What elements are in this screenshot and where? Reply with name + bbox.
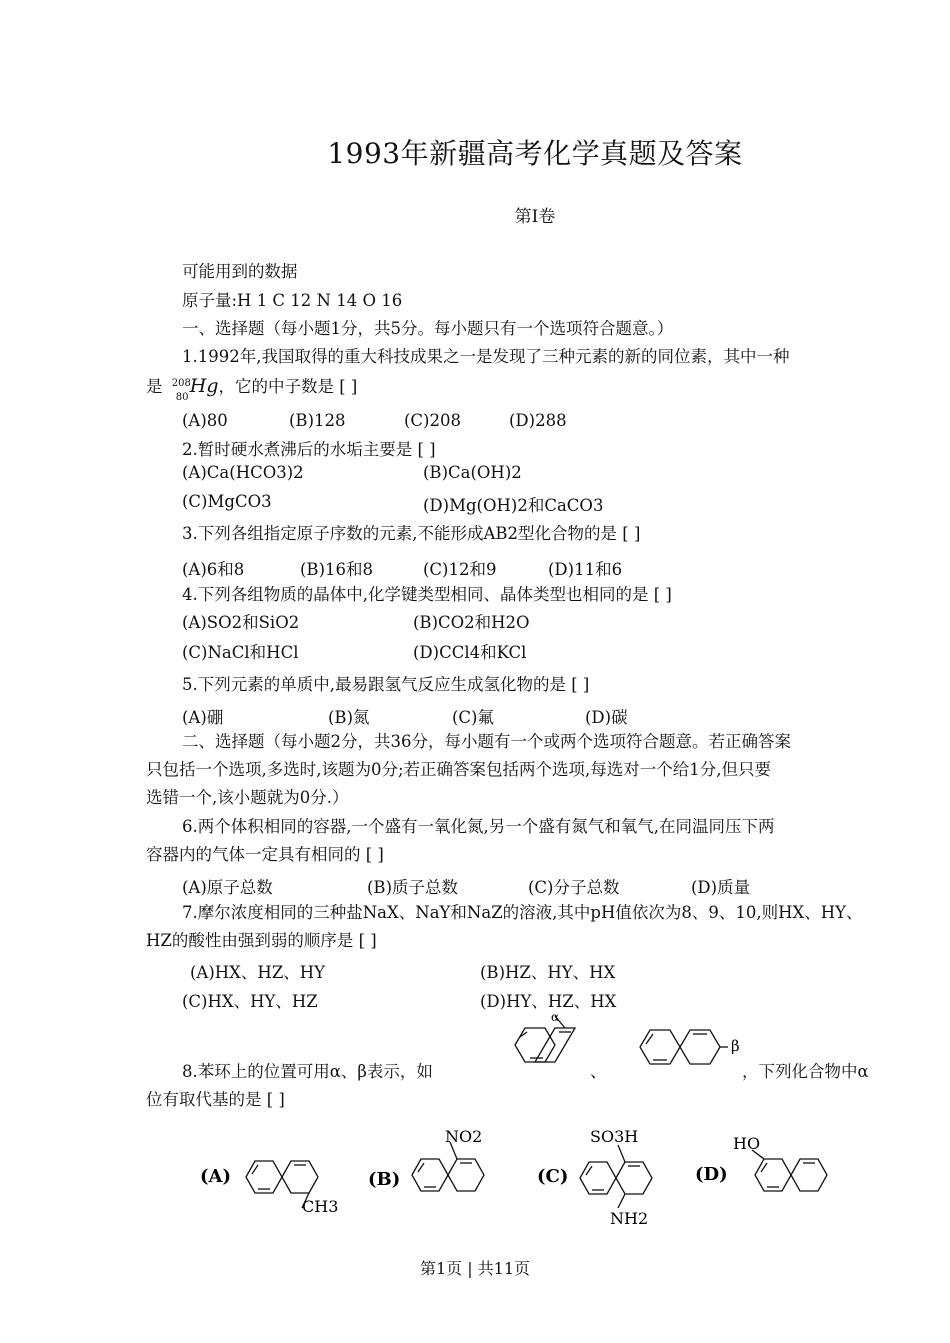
beta-label: β xyxy=(731,1037,740,1055)
q6-option-a: (A)原子总数 xyxy=(182,878,273,897)
q7-option-c: (C)HX、HY、HZ xyxy=(182,992,318,1011)
q6-text-line2: 容器内的气体一定具有相同的 [ ] xyxy=(146,845,384,864)
q1-option-c: (C)208 xyxy=(404,411,461,430)
page-title: 1993年新疆高考化学真题及答案 xyxy=(327,137,743,170)
q8-structures xyxy=(190,1120,850,1230)
q8-text-a: 8.苯环上的位置可用α、β表示，如 xyxy=(182,1062,433,1081)
q6-option-c: (C)分子总数 xyxy=(528,878,620,897)
q8-label-c: (C) xyxy=(537,1166,569,1187)
alpha-label: α xyxy=(551,1012,560,1024)
q2-option-c: (C)MgCO3 xyxy=(182,492,272,511)
q3-option-d: (D)11和6 xyxy=(548,560,623,579)
q7-text-line2: HZ的酸性由强到弱的顺序是 [ ] xyxy=(146,931,377,950)
q3-option-b: (B)16和8 xyxy=(300,560,373,579)
isotope-notation xyxy=(168,377,191,403)
naphthalene-beta-diagram xyxy=(635,1022,745,1072)
naphthalene-alpha-diagram xyxy=(495,1012,585,1077)
q2-text: 2.暂时硬水煮沸后的水垢主要是 [ ] xyxy=(182,440,436,459)
q7-option-d: (D)HY、HZ、HX xyxy=(480,992,617,1011)
page-footer: 第1页 | 共11页 xyxy=(419,1259,531,1278)
q7-text-line1: 7.摩尔浓度相同的三种盐NaX、NaY和NaZ的溶液,其中pH值依次为8、9、10,则HX、HY、 xyxy=(182,903,863,922)
q1-option-a: (A)80 xyxy=(182,411,228,430)
q4-option-d: (D)CCl4和KCl xyxy=(413,643,527,662)
q1-option-d: (D)288 xyxy=(509,411,567,430)
isotope-symbol: Hg xyxy=(189,375,219,397)
q8-label-b: (B) xyxy=(368,1169,401,1190)
substituent-no2: NO2 xyxy=(445,1127,483,1146)
q1-text-line2 xyxy=(146,375,358,403)
q6-text-line1: 6.两个体积相同的容器,一个盛有一氧化氮,另一个盛有氮气和氧气,在同温同压下两 xyxy=(182,817,775,836)
q5-option-d: (D)碳 xyxy=(585,708,628,727)
structure-c xyxy=(580,1145,652,1208)
q2-option-a: (A)Ca(HCO3)2 xyxy=(182,463,304,482)
q4-text: 4.下列各组物质的晶体中,化学键类型相同、晶体类型也相同的是 [ ] xyxy=(182,585,672,604)
isotope-atomic: 80 xyxy=(175,391,189,403)
substituent-ho: HO xyxy=(733,1134,761,1153)
substituent-ch3: CH3 xyxy=(302,1197,339,1216)
q4-option-a: (A)SO2和SiO2 xyxy=(182,613,300,632)
q6-option-b: (B)质子总数 xyxy=(367,878,458,897)
structure-b xyxy=(412,1142,484,1191)
structure-d xyxy=(752,1150,827,1191)
q1-option-b: (B)128 xyxy=(289,411,346,430)
substituent-nh2: NH2 xyxy=(610,1209,649,1228)
q8-text-line2: 位有取代基的是 [ ] xyxy=(146,1090,285,1109)
q1-text-line1: 1.1992年,我国取得的重大科技成果之一是发现了三种元素的新的同位素，其中一种 xyxy=(182,347,790,366)
q1-text-post: ，它的中子数是 [ ] xyxy=(218,377,358,396)
q3-option-a: (A)6和8 xyxy=(182,560,245,579)
q5-option-b: (B)氮 xyxy=(328,708,370,727)
q8-text-c: ，下列化合物中α xyxy=(742,1062,869,1081)
q6-option-d: (D)质量 xyxy=(691,878,751,897)
section2-heading-line1: 二、选择题（每小题2分，共36分，每小题有一个或两个选项符合题意。若正确答案 xyxy=(182,732,791,751)
q3-option-c: (C)12和9 xyxy=(423,560,497,579)
substituent-so3h: SO3H xyxy=(590,1127,639,1146)
q5-option-c: (C)氟 xyxy=(452,708,494,727)
q5-option-a: (A)硼 xyxy=(182,708,224,727)
q3-text: 3.下列各组指定原子序数的元素,不能形成AB2型化合物的是 [ ] xyxy=(182,524,641,543)
q8-label-a: (A) xyxy=(200,1166,231,1187)
q5-text: 5.下列元素的单质中,最易跟氢气反应生成氢化物的是 [ ] xyxy=(182,675,590,694)
section2-heading-line2: 只包括一个选项,多选时,该题为0分;若正确答案包括两个选项,每选对一个给1分,但只要 xyxy=(146,760,772,779)
q2-option-b: (B)Ca(OH)2 xyxy=(423,463,522,482)
q7-option-b: (B)HZ、HY、HX xyxy=(480,963,616,982)
intro-line-2: 原子量:H 1 C 12 N 14 O 16 xyxy=(182,291,403,310)
q8-text-b: 、 xyxy=(590,1062,607,1081)
intro-line-1: 可能用到的数据 xyxy=(182,262,298,281)
isotope-mass: 208 xyxy=(171,377,191,389)
q4-option-b: (B)CO2和H2O xyxy=(413,613,530,632)
q4-option-c: (C)NaCl和HCl xyxy=(182,643,299,662)
volume-label: 第Ⅰ卷 xyxy=(514,207,556,227)
section2-heading-line3: 选错一个,该小题就为0分.） xyxy=(146,788,349,807)
q8-label-d: (D) xyxy=(695,1164,728,1185)
q1-text-pre: 是 xyxy=(146,377,163,396)
q2-option-d: (D)Mg(OH)2和CaCO3 xyxy=(423,496,604,515)
q7-option-a: (A)HX、HZ、HY xyxy=(190,963,326,982)
section1-heading: 一、选择题（每小题1分，共5分。每小题只有一个选项符合题意。） xyxy=(182,319,674,338)
